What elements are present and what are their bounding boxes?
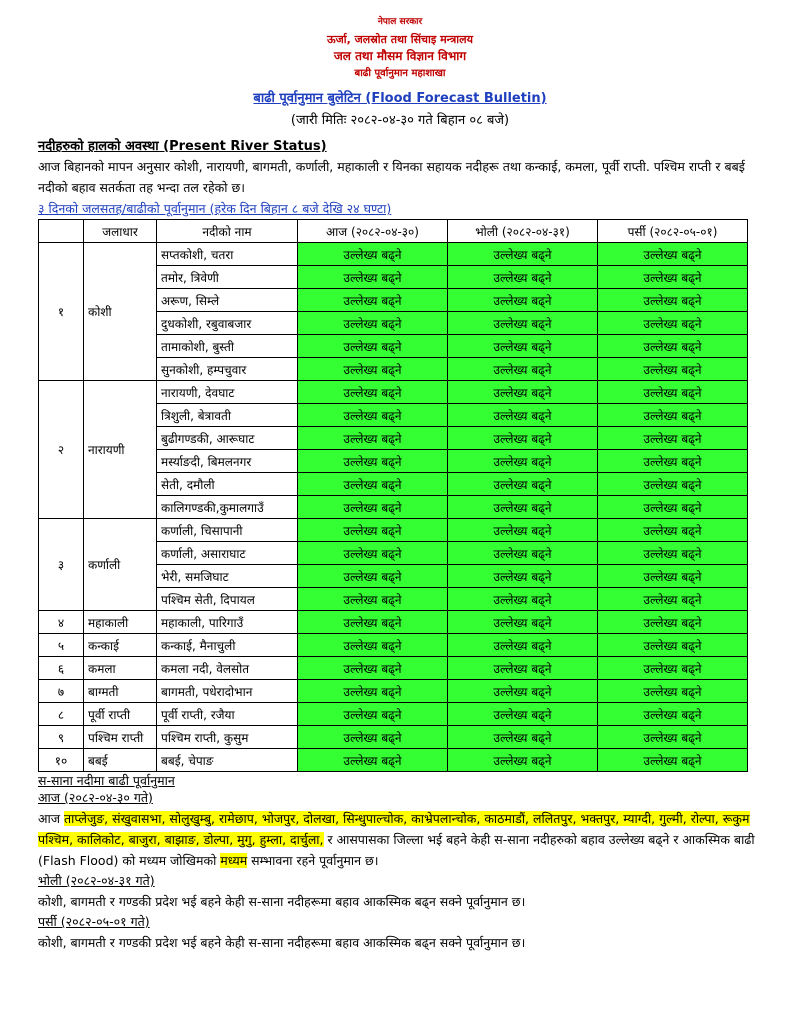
forecast-tomorrow-cell: उल्लेख्य बढ्ने [448,289,598,312]
station-name: कर्णाली, असाराघाट [157,542,298,565]
col-tomorrow: भोली (२०८२-०४-३१) [448,220,598,243]
forecast-table [38,219,748,772]
forecast-today-cell: उल्लेख्य बढ्ने [298,657,448,680]
forecast-table-header [39,220,748,243]
basin-name: महाकाली [84,611,157,634]
basin-name: कर्णाली [84,519,157,611]
forecast-dayafter-cell: उल्लेख्य बढ्ने [598,381,748,404]
river-status-text: आज बिहानको मापन अनुसार कोशी, नारायणी, बागमती, कर्णाली, महाकाली र यिनका सहायक नदीहरू तथा कन्काई, कमला, पूर्वी राप्ती. पश्चिम राप्ती र बबई नदीको बहाव सतर्कता तह भन्दा तल रहेको छ। [38,159,745,195]
forecast-dayafter-cell: उल्लेख्य बढ्ने [598,611,748,634]
table-row [39,381,748,404]
table-row [39,519,748,542]
forecast-dayafter-cell: उल्लेख्य बढ्ने [598,358,748,381]
forecast-tomorrow-cell: उल्लेख्य बढ्ने [448,450,598,473]
forecast-today-cell: उल्लेख्य बढ्ने [298,519,448,542]
forecast-dayafter-cell: उल्लेख्य बढ्ने [598,657,748,680]
station-name: सेती, दमौली [157,473,298,496]
forecast-today-cell: उल्लेख्य बढ्ने [298,450,448,473]
today-prefix: आज [38,811,65,826]
today-districts: ताप्लेजुङ, संखुवासभा, सोलुखुम्बु, रामेछाप, भोजपुर, दोलखा, सिन्धुपाल्चोक, काभ्रेपलान्चोक, काठमाडौं, ललितपुर, भक्तपुर, म्याग्दी, गुल्मी, रोल्पा, रूकुम पश्चिम, कालिकोट, बाजुरा, बाझाङ, डोल्पा, मुगु, हुम्ला, दार्चुला, [38,811,750,847]
forecast-tomorrow-cell: उल्लेख्य बढ्ने [448,657,598,680]
forecast-today-cell: उल्लेख्य बढ्ने [298,680,448,703]
basin-name: कमला [84,657,157,680]
basin-name: बबई [84,749,157,772]
basin-number: ५ [39,634,84,657]
forecast-dayafter-cell: उल्लेख्य बढ्ने [598,243,748,266]
station-name: बागमती, पधेरादोभान [157,680,298,703]
station-name: कन्काई, मैनाचुली [157,634,298,657]
table-row [39,703,748,726]
forecast-table-body [39,243,748,772]
col-river: नदीको नाम [157,220,298,243]
forecast-tomorrow-cell: उल्लेख्य बढ्ने [448,634,598,657]
dayafter-label: पर्सी (२०८२-०५-०१ गते) [38,914,150,929]
forecast-dayafter-cell: उल्लेख्य बढ्ने [598,289,748,312]
basin-name: पश्चिम राप्ती [84,726,157,749]
basin-name: कोशी [84,243,157,381]
station-name: तमोर, त्रिवेणी [157,266,298,289]
forecast-today-cell: उल्लेख्य बढ्ने [298,266,448,289]
forecast-dayafter-cell: उल्लेख्य बढ्ने [598,450,748,473]
basin-number: ३ [39,519,84,611]
station-name: दुधकोशी, रबुवाबजार [157,312,298,335]
forecast-today-cell: उल्लेख्य बढ्ने [298,496,448,519]
forecast-dayafter-cell: उल्लेख्य बढ्ने [598,427,748,450]
table-row [39,634,748,657]
forecast-tomorrow-cell: उल्लेख्य बढ्ने [448,565,598,588]
station-name: कमला नदी, वेलसोत [157,657,298,680]
forecast-today-cell: उल्लेख्य बढ्ने [298,726,448,749]
col-today: आज (२०८२-०४-३०) [298,220,448,243]
basin-number: ९ [39,726,84,749]
forecast-dayafter-cell: उल्लेख्य बढ्ने [598,703,748,726]
table-row [39,726,748,749]
forecast-tomorrow-cell: उल्लेख्य बढ्ने [448,749,598,772]
forecast-tomorrow-cell: उल्लेख्य बढ्ने [448,335,598,358]
issue-date: (जारी मितिः २०८२-०४-३० गते बिहान ०८ बजे) [290,113,510,128]
forecast-tomorrow-cell: उल्लेख्य बढ्ने [448,381,598,404]
forecast-dayafter-cell: उल्लेख्य बढ्ने [598,634,748,657]
forecast-tomorrow-cell: उल्लेख्य बढ्ने [448,496,598,519]
forecast-dayafter-cell: उल्लेख्य बढ्ने [598,404,748,427]
letterhead [0,14,800,82]
forecast-dayafter-cell: उल्लेख्य बढ्ने [598,542,748,565]
today-label: आज (२०८२-०४-३० गते) [38,790,153,805]
forecast-today-cell: उल्लेख्य बढ्ने [298,335,448,358]
forecast-dayafter-cell: उल्लेख्य बढ्ने [598,266,748,289]
basin-name: बाग्मती [84,680,157,703]
station-name: मर्स्याङदी, बिमलनगर [157,450,298,473]
forecast-dayafter-cell: उल्लेख्य बढ्ने [598,588,748,611]
forecast-tomorrow-cell: उल्लेख्य बढ्ने [448,473,598,496]
forecast-today-cell: उल्लेख्य बढ्ने [298,749,448,772]
forecast-today-cell: उल्लेख्य बढ्ने [298,611,448,634]
forecast-today-cell: उल्लेख्य बढ्ने [298,358,448,381]
forecast-tomorrow-cell: उल्लेख्य बढ्ने [448,542,598,565]
col-dayafter: पर्सी (२०८२-०५-०१) [598,220,748,243]
forecast-dayafter-cell: उल्लेख्य बढ्ने [598,519,748,542]
table-row [39,749,748,772]
dayafter-forecast-text: कोशी, बागमती र गण्डकी प्रदेश भई बहने केही स-साना नदीहरूमा बहाव आकस्मिक बढ्न सक्ने पूर्वानुमान छ। [38,935,526,950]
forecast-today-cell: उल्लेख्य बढ्ने [298,473,448,496]
station-name: तामाकोशी, बुस्ती [157,335,298,358]
table-row [39,657,748,680]
forecast-tomorrow-cell: उल्लेख्य बढ्ने [448,726,598,749]
forecast-today-cell: उल्लेख्य बढ्ने [298,404,448,427]
basin-name: कन्काई [84,634,157,657]
forecast-today-cell: उल्लेख्य बढ्ने [298,427,448,450]
forecast-today-cell: उल्लेख्य बढ्ने [298,289,448,312]
forecast-dayafter-cell: उल्लेख्य बढ्ने [598,680,748,703]
ministry-name: ऊर्जा, जलस्रोत तथा सिंचाइ मन्त्रालय [326,33,473,46]
station-name: पूर्वी राप्ती, रजैया [157,703,298,726]
forecast-tomorrow-cell: उल्लेख्य बढ्ने [448,312,598,335]
station-name: अरूण, सिम्ले [157,289,298,312]
forecast-dayafter-cell: उल्लेख्य बढ्ने [598,565,748,588]
forecast-heading: ३ दिनको जलसतह/बाढीको पूर्वानुमान (हरेक दिन बिहान ८ बजे देखि २४ घण्टा) [38,201,392,216]
division-name: बाढी पूर्वानुमान महाशाखा [354,68,446,79]
bulletin-title: बाढी पूर्वानुमान बुलेटिन (Flood Forecast Bulletin) [253,91,547,106]
forecast-tomorrow-cell: उल्लेख्य बढ्ने [448,358,598,381]
basin-number: ६ [39,657,84,680]
forecast-dayafter-cell: उल्लेख्य बढ्ने [598,312,748,335]
basin-number: ४ [39,611,84,634]
tomorrow-label: भोली (२०८२-०४-३१ गते) [38,873,155,888]
basin-number: २ [39,381,84,519]
station-name: पश्चिम राप्ती, कुसुम [157,726,298,749]
basin-number: ८ [39,703,84,726]
forecast-dayafter-cell: उल्लेख्य बढ्ने [598,726,748,749]
forecast-tomorrow-cell: उल्लेख्य बढ्ने [448,266,598,289]
forecast-dayafter-cell: उल्लेख्य बढ्ने [598,496,748,519]
forecast-today-cell: उल्लेख्य बढ्ने [298,565,448,588]
forecast-dayafter-cell: उल्लेख्य बढ्ने [598,749,748,772]
station-name: भेरी, समजिघाट [157,565,298,588]
station-name: महाकाली, पारिगाउँ [157,611,298,634]
forecast-tomorrow-cell: उल्लेख्य बढ्ने [448,243,598,266]
station-name: सुनकोशी, हम्पचुवार [157,358,298,381]
today-forecast-text [38,808,770,871]
forecast-tomorrow-cell: उल्लेख्य बढ्ने [448,611,598,634]
forecast-dayafter-cell: उल्लेख्य बढ्ने [598,473,748,496]
forecast-today-cell: उल्लेख्य बढ्ने [298,703,448,726]
table-row [39,611,748,634]
forecast-tomorrow-cell: उल्लेख्य बढ्ने [448,588,598,611]
forecast-tomorrow-cell: उल्लेख्य बढ्ने [448,519,598,542]
basin-number: १ [39,243,84,381]
station-name: त्रिशुली, बेत्रावती [157,404,298,427]
station-name: नारायणी, देवघाट [157,381,298,404]
basin-number: १० [39,749,84,772]
table-row [39,243,748,266]
forecast-tomorrow-cell: उल्लेख्य बढ्ने [448,703,598,726]
forecast-today-cell: उल्लेख्य बढ्ने [298,588,448,611]
basin-number: ७ [39,680,84,703]
tomorrow-forecast-text: कोशी, बागमती र गण्डकी प्रदेश भई बहने केही स-साना नदीहरूमा बहाव आकस्मिक बढ्न सक्ने पूर्वानुमान छ। [38,894,526,909]
basin-name: पूर्वी राप्ती [84,703,157,726]
table-row [39,680,748,703]
forecast-today-cell: उल्लेख्य बढ्ने [298,634,448,657]
col-number [39,220,84,243]
station-name: बुढीगण्डकी, आरूघाट [157,427,298,450]
forecast-today-cell: उल्लेख्य बढ्ने [298,381,448,404]
today-risk-level: मध्यम [220,853,248,868]
small-rivers-heading: स-साना नदीमा बाढी पूर्वानुमान [38,773,175,788]
forecast-dayafter-cell: उल्लेख्य बढ्ने [598,335,748,358]
station-name: बबई, चेपाङ [157,749,298,772]
forecast-tomorrow-cell: उल्लेख्य बढ्ने [448,427,598,450]
station-name: कालिगण्डकी,कुमालगाउँ [157,496,298,519]
forecast-today-cell: उल्लेख्य बढ्ने [298,312,448,335]
station-name: पश्चिम सेती, दिपायल [157,588,298,611]
forecast-today-cell: उल्लेख्य बढ्ने [298,243,448,266]
basin-name: नारायणी [84,381,157,519]
forecast-today-cell: उल्लेख्य बढ्ने [298,542,448,565]
government-name: नेपाल सरकार [377,17,423,27]
today-end: सम्भावना रहने पूर्वानुमान छ। [247,853,379,868]
col-basin: जलाधार [84,220,157,243]
station-name: कर्णाली, चिसापानी [157,519,298,542]
today-middle: र आसपासका जिल्ला भई बहने केही स-साना नदीहरुको बहाव उल्लेख्य बढ्ने र आकस्मिक बाढी (Flash Flood) को मध्यम जोखिमको [38,832,755,868]
forecast-tomorrow-cell: उल्लेख्य बढ्ने [448,404,598,427]
river-status-heading: नदीहरुको हालको अवस्था (Present River Status) [38,139,327,154]
station-name: सप्तकोशी, चतरा [157,243,298,266]
forecast-tomorrow-cell: उल्लेख्य बढ्ने [448,680,598,703]
department-name: जल तथा मौसम विज्ञान विभाग [333,49,467,63]
